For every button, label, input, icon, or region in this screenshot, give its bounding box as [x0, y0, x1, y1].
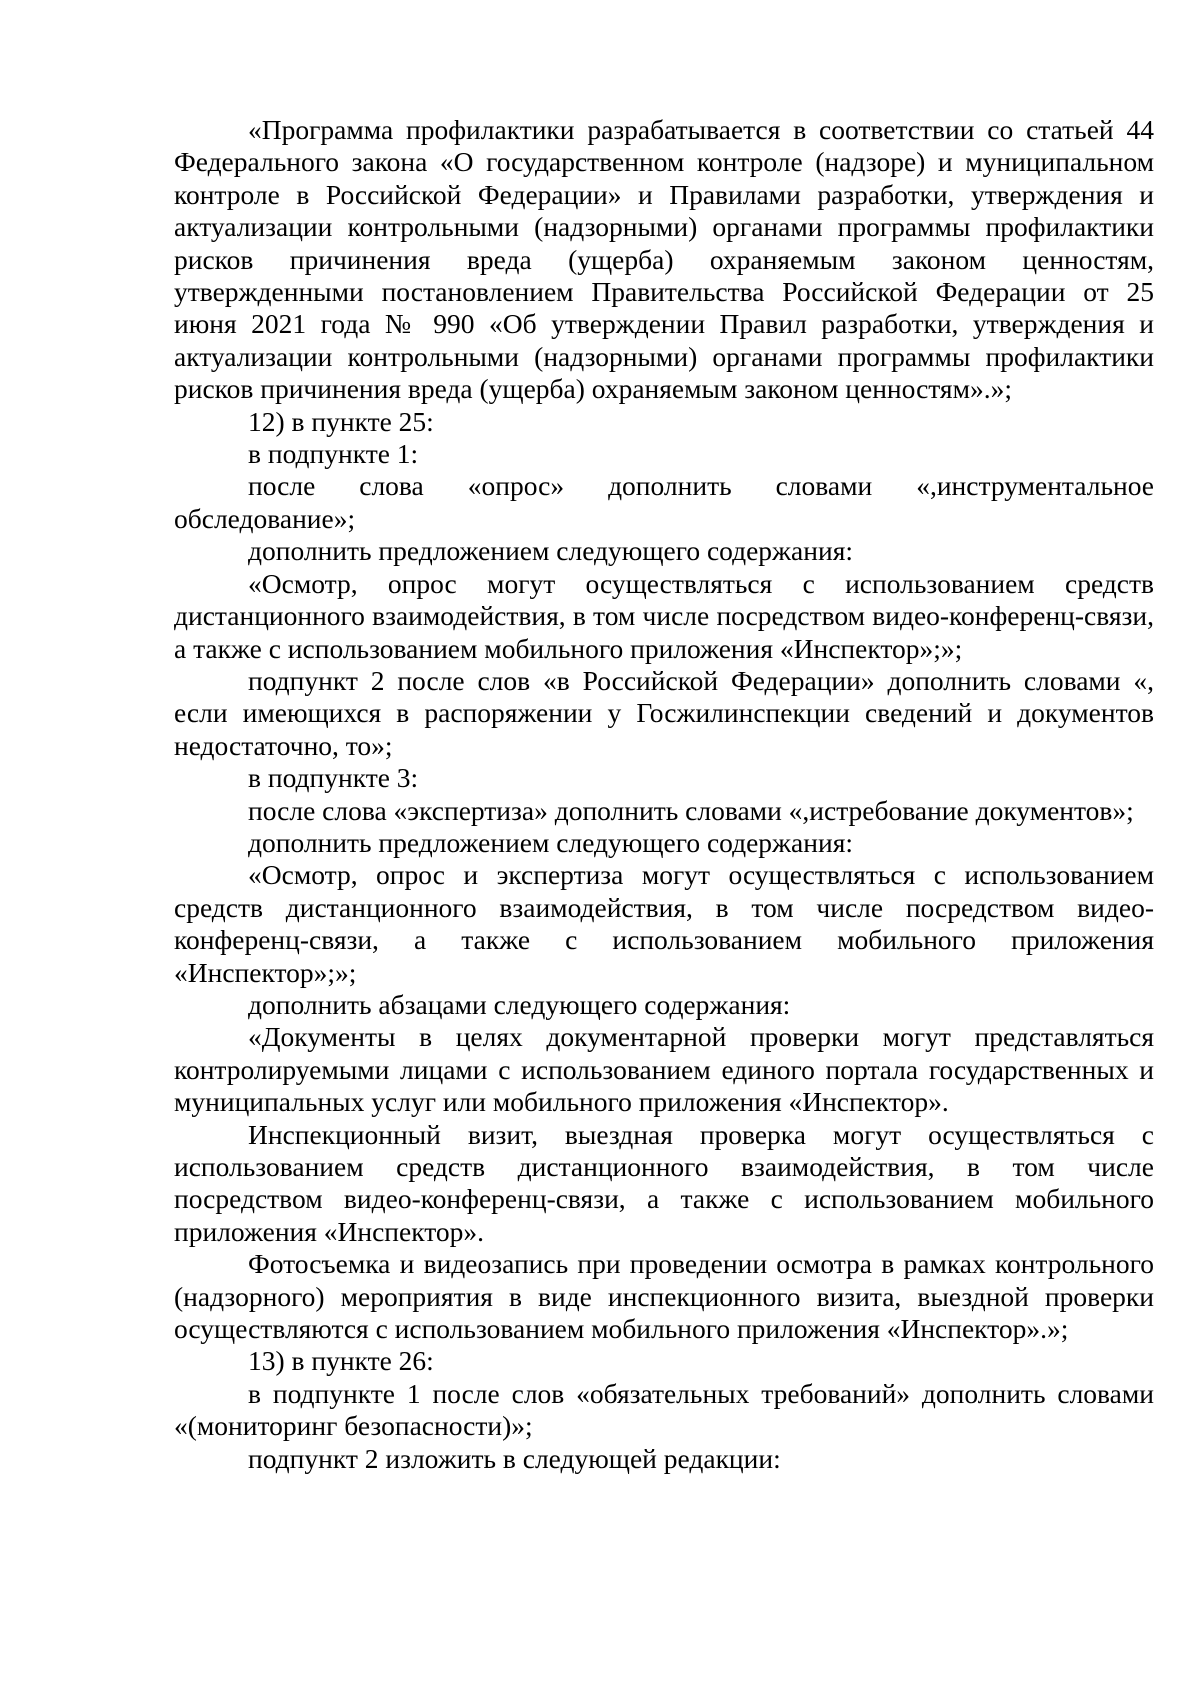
paragraph-documents: «Документы в целях документарной проверки могут представляться контролируемыми лицами с использованием единого портала государственных и муниципальных услуг или мобильного приложения «Инспектор».: [174, 1021, 1154, 1118]
paragraph-inspection-visit: Инспекционный визит, выездная проверка могут осуществляться с использованием средств дистанционного взаимодействия, в том числе посредством видео-конференц-связи, а также с использованием мобильного приложения «Инспектор».: [174, 1118, 1154, 1247]
paragraph-subitem-3: в подпункте 3:: [248, 762, 419, 794]
paragraph-after-opros: после слова «опрос» дополнить словами «,инструментальное обследование»;: [174, 470, 1154, 534]
paragraph-subitem-2: подпункт 2 после слов «в Российской Федерации» дополнить словами «, если имеющихся в распоряжении у Госжилинспекции сведений и документов недостаточно, то»;: [174, 664, 1154, 761]
paragraph-subitem-2-redaction: подпункт 2 изложить в следующей редакции:: [248, 1442, 781, 1474]
paragraph-item-13: 13) в пункте 26:: [248, 1345, 434, 1377]
paragraph-subitem-1: в подпункте 1:: [248, 438, 419, 470]
paragraph-osmotr-opros-ekspertiza: «Осмотр, опрос и экспертиза могут осуществляться с использованием средств дистанционного взаимодействия, в том числе посредством видео-конференц-связи, а также с использованием мобильного приложения «Инспектор»;»;: [174, 859, 1154, 988]
paragraph-item-12: 12) в пункте 25:: [248, 405, 434, 437]
paragraph-add-sentence-2: дополнить предложением следующего содержания:: [248, 826, 853, 858]
paragraph-add-paragraphs: дополнить абзацами следующего содержания:: [248, 988, 791, 1020]
paragraph-after-ekspertiza: после слова «экспертиза» дополнить словами «,истребование документов»;: [248, 794, 1134, 826]
paragraph-item-26-subitem-1: в подпункте 1 после слов «обязательных требований» дополнить словами «(мониторинг безопасности)»;: [174, 1377, 1154, 1442]
paragraph-prevention-program: «Программа профилактики разрабатывается в соответствии со статьей 44 Федерального закона «О государственном контроле (надзоре) и муниципальном контроле в Российской Федерации» и Правилами разработки, утверждения и актуализации контрольными (надзорными) органами программы профилактики рисков причинения вреда (ущерба) охраняемым законом ценностям, утвержденными постановлением Правительства Российской Федерации от 25 июня 2021 года № 990 «Об утверждении Правил разработки, утверждения и актуализации контрольными (надзорными) органами программы профилактики рисков причинения вреда (ущерба) охраняемым законом ценностям».»;: [174, 114, 1154, 405]
paragraph-osmotr-opros: «Осмотр, опрос могут осуществляться с использованием средств дистанционного взаимодействия, в том числе посредством видео-конференц-связи, а также с использованием мобильного приложения «Инспектор»;»;: [174, 567, 1154, 664]
paragraph-add-sentence: дополнить предложением следующего содержания:: [248, 535, 853, 567]
document-body: [174, 114, 1154, 1475]
paragraph-photo-video: Фотосъемка и видеозапись при проведении осмотра в рамках контрольного (надзорного) мероприятия в виде инспекционного визита, выездной проверки осуществляются с использованием мобильного приложения «Инспектор».»;: [174, 1248, 1154, 1345]
